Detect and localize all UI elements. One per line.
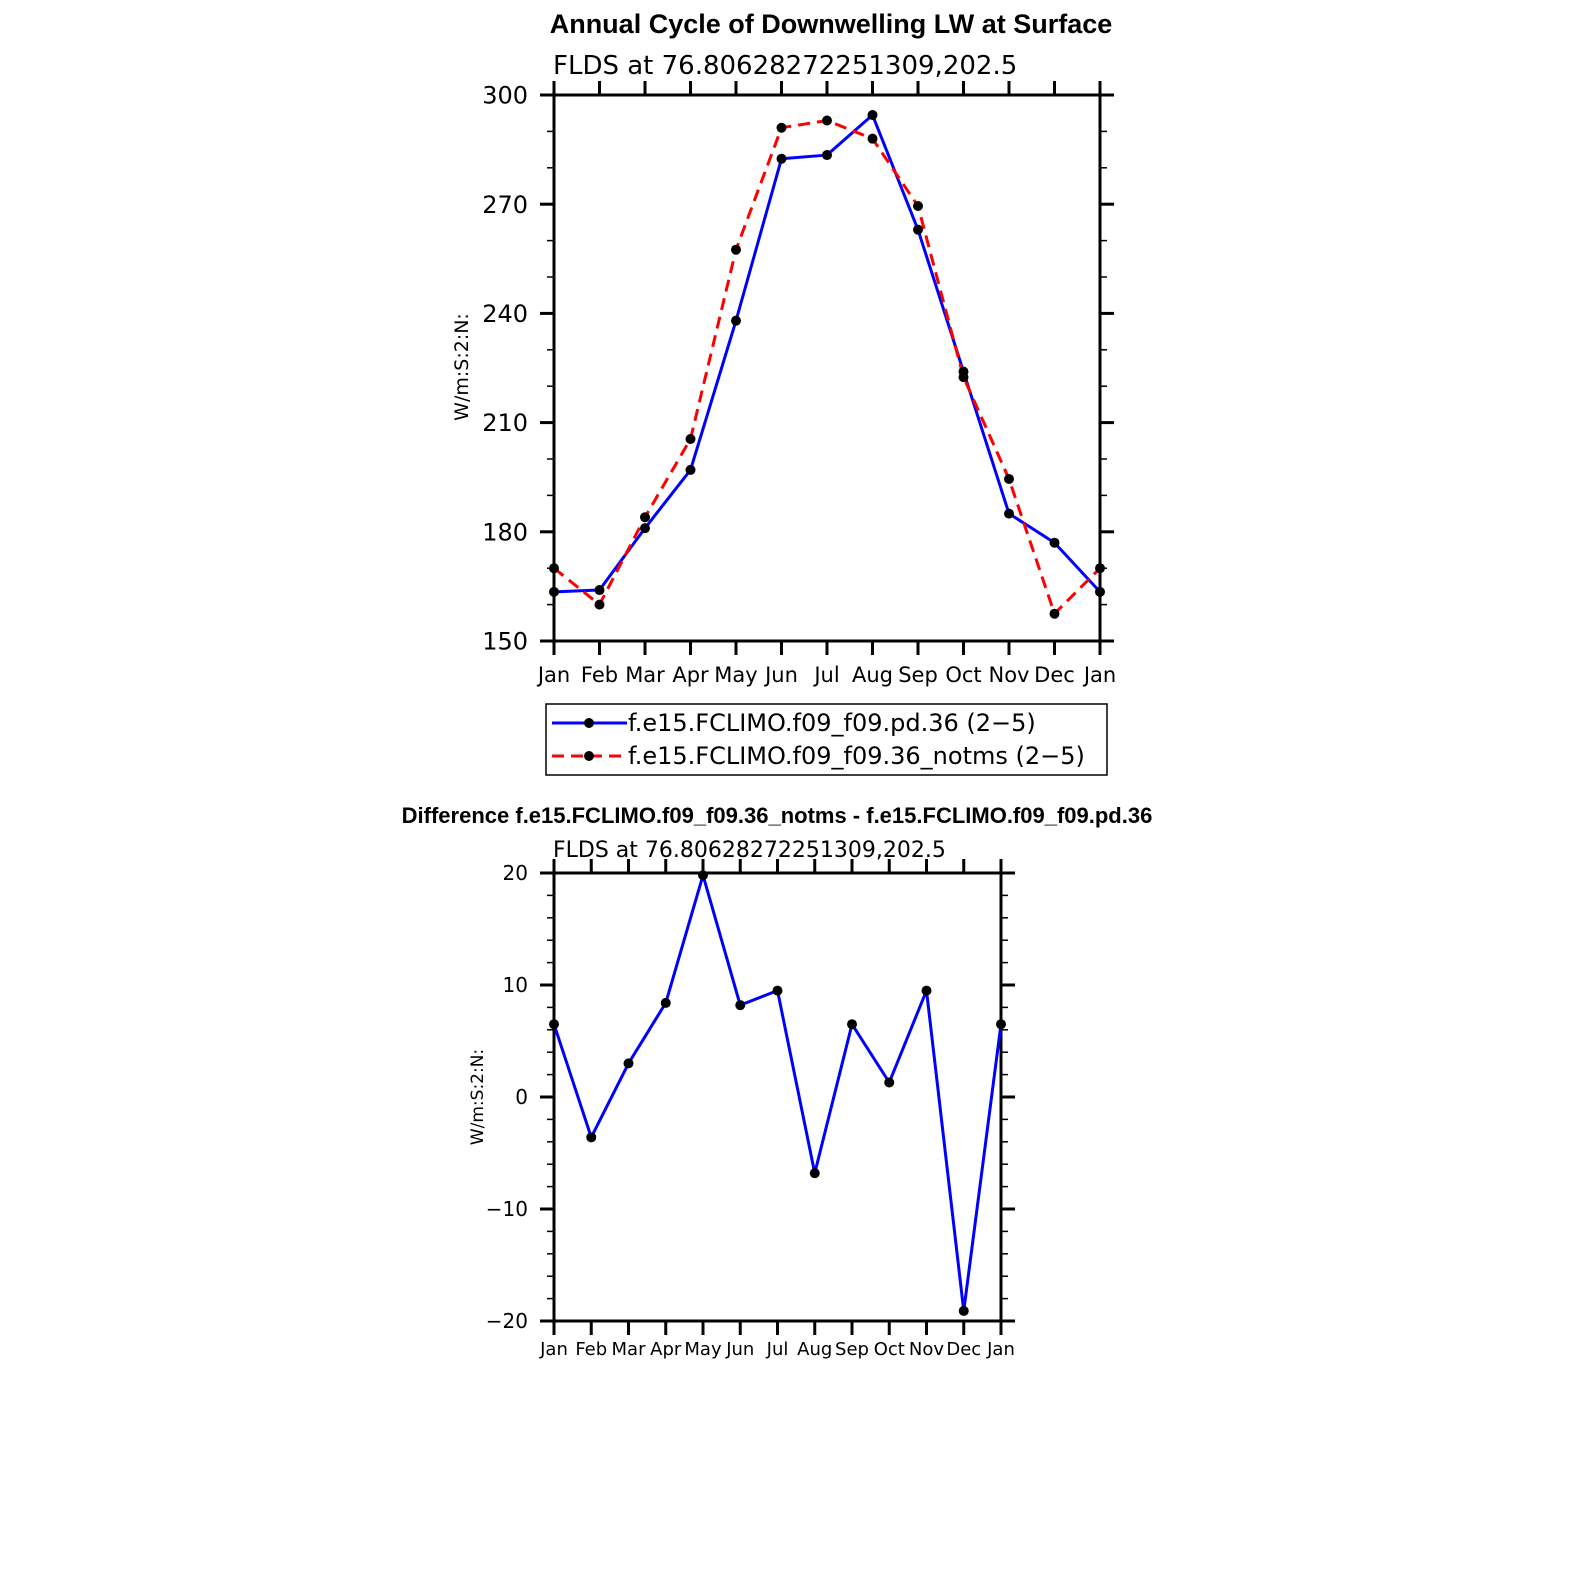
data-point-series-1 [586, 1132, 596, 1142]
data-point-series-2 [1095, 563, 1105, 573]
x-tick-label: Dec [946, 1339, 982, 1360]
data-point-series-1 [640, 523, 650, 533]
data-point-series-1 [661, 998, 671, 1008]
y-tick-label: 180 [482, 518, 528, 547]
data-point-series-1 [686, 465, 696, 475]
x-tick-label: Sep [835, 1339, 869, 1360]
data-point-series-2 [777, 123, 787, 133]
x-tick-label: Feb [575, 1339, 608, 1360]
legend-label-series-2: f.e15.FCLIMO.f09_f09.36_notms (2−5) [628, 742, 1085, 770]
x-tick-label: Jun [765, 663, 798, 687]
data-point-series-2 [822, 115, 832, 125]
y-tick-label: −10 [485, 1197, 528, 1222]
legend-label-series-1: f.e15.FCLIMO.f09_f09.pd.36 (2−5) [628, 709, 1036, 737]
x-tick-label: Jan [540, 1339, 568, 1360]
plot-frame [554, 95, 1100, 641]
data-point-series-2 [868, 134, 878, 144]
data-point-series-1 [847, 1019, 857, 1029]
x-tick-label: May [714, 663, 758, 687]
x-tick-label: Jul [814, 663, 840, 687]
data-point-series-2 [686, 434, 696, 444]
x-tick-label: Jun [726, 1339, 755, 1360]
data-point-series-1 [868, 110, 878, 120]
x-tick-label: Mar [611, 1339, 646, 1360]
x-tick-label: Dec [1034, 663, 1075, 687]
y-tick-label: 210 [482, 409, 528, 438]
x-tick-label: May [684, 1339, 722, 1360]
data-point-series-2 [1050, 609, 1060, 619]
chart2-title: Difference f.e15.FCLIMO.f09_f09.36_notms - f.e15.FCLIMO.f09_f09.pd.36 [401, 803, 1153, 828]
data-point-series-1 [922, 986, 932, 996]
x-tick-label: Jul [766, 1339, 789, 1360]
data-point-series-1 [996, 1019, 1006, 1029]
chart2-ylabel: W/m:S:2:N: [468, 1048, 488, 1146]
series-line-1 [554, 875, 1001, 1311]
x-tick-label: Jan [1083, 663, 1117, 687]
legend-marker-series-2 [584, 751, 594, 761]
data-point-series-1 [731, 316, 741, 326]
data-point-series-2 [731, 245, 741, 255]
data-point-series-1 [1050, 538, 1060, 548]
data-point-series-1 [549, 1019, 559, 1029]
chart1-subtitle: FLDS at 76.80628272251309,202.5 [553, 51, 1018, 81]
data-point-series-1 [810, 1168, 820, 1178]
x-tick-label: Aug [797, 1339, 833, 1360]
x-tick-label: Sep [898, 663, 938, 687]
x-tick-label: Nov [908, 1339, 945, 1360]
x-tick-label: Jan [987, 1339, 1015, 1360]
y-tick-label: −20 [485, 1309, 528, 1334]
data-point-series-1 [822, 150, 832, 160]
y-tick-label: 270 [482, 190, 528, 219]
x-tick-label: Nov [988, 663, 1030, 687]
data-point-series-2 [959, 372, 969, 382]
data-point-series-1 [698, 870, 708, 880]
series-line-1 [554, 115, 1100, 592]
chart2-plot [486, 859, 1015, 1360]
chart1-ylabel: W/m:S:2:N: [451, 313, 473, 421]
data-point-series-2 [1004, 474, 1014, 484]
data-point-series-1 [735, 1000, 745, 1010]
x-tick-label: Apr [672, 663, 709, 687]
x-tick-label: Aug [851, 663, 894, 687]
chart1-legend [546, 704, 1107, 775]
data-point-series-2 [913, 201, 923, 211]
data-point-series-1 [1004, 509, 1014, 519]
plot-frame [554, 873, 1001, 1321]
data-point-series-1 [624, 1058, 634, 1068]
x-tick-label: Jan [537, 663, 571, 687]
data-point-series-2 [640, 512, 650, 522]
y-tick-label: 300 [482, 81, 528, 110]
data-point-series-2 [595, 600, 605, 610]
x-tick-label: Mar [625, 663, 665, 687]
data-point-series-1 [884, 1077, 894, 1087]
y-tick-label: 150 [482, 627, 528, 656]
y-tick-label: 240 [482, 300, 528, 329]
data-point-series-1 [549, 587, 559, 597]
x-tick-label: Oct [873, 1339, 905, 1360]
x-tick-label: Oct [945, 663, 982, 687]
data-point-series-1 [959, 1306, 969, 1316]
data-point-series-1 [913, 225, 923, 235]
data-point-series-2 [549, 563, 559, 573]
chart1-title: Annual Cycle of Downwelling LW at Surface [549, 9, 1113, 39]
data-point-series-1 [595, 585, 605, 595]
x-tick-label: Apr [650, 1339, 682, 1360]
data-point-series-1 [1095, 587, 1105, 597]
data-point-series-1 [777, 154, 787, 164]
chart2-subtitle: FLDS at 76.80628272251309,202.5 [553, 838, 946, 863]
data-point-series-1 [773, 986, 783, 996]
y-tick-label: 10 [502, 973, 528, 998]
x-tick-label: Feb [580, 663, 619, 687]
legend-marker-series-1 [584, 718, 594, 728]
y-tick-label: 20 [502, 861, 528, 886]
chart1-plot [482, 81, 1116, 687]
y-tick-label: 0 [515, 1085, 528, 1110]
